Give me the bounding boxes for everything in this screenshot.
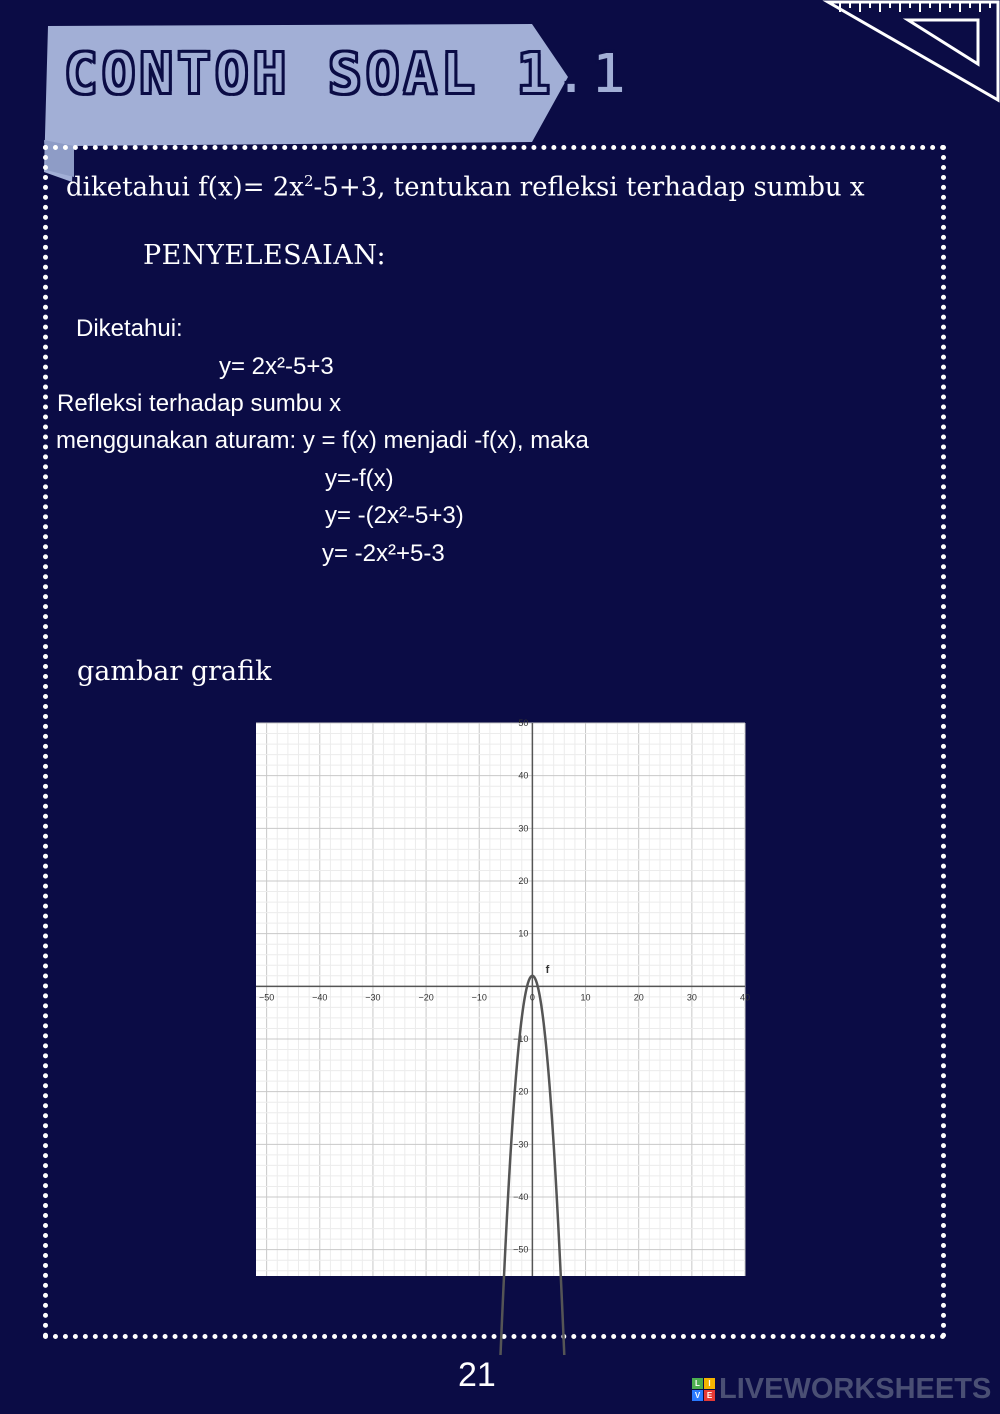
x-tick-label: −20 — [418, 992, 434, 1003]
solution-heading: PENYELESAIAN: — [143, 240, 387, 271]
series-label-f: f — [545, 964, 550, 977]
x-tick-label: −40 — [312, 992, 328, 1003]
watermark-text: LIVEWORKSHEETS — [719, 1373, 992, 1405]
logo-letter: I — [704, 1378, 715, 1389]
x-tick-label: 20 — [633, 992, 644, 1003]
liveworksheets-watermark — [692, 1373, 991, 1406]
x-tick-label: 10 — [580, 992, 591, 1003]
parabola-chart — [256, 718, 751, 1276]
x-tick-label: −30 — [365, 992, 381, 1003]
solution-line: menggunakan aturam: y = f(x) menjadi -f(x), maka — [56, 427, 589, 454]
solution-line: Refleksi terhadap sumbu x — [57, 390, 342, 417]
y-tick-label: −20 — [513, 1086, 529, 1097]
y-tick-label: −10 — [513, 1034, 529, 1044]
y-tick-label: 40 — [518, 770, 529, 781]
x-tick-label: 0 — [529, 992, 535, 1003]
logo-letter: V — [692, 1390, 703, 1401]
question-text — [66, 172, 865, 203]
graph-panel — [256, 718, 751, 1276]
y-tick-label: 50 — [518, 718, 529, 728]
solution-line: y= 2x²-5+3 — [219, 353, 334, 380]
graph-label: gambar grafik — [77, 656, 272, 687]
logo-letter: E — [704, 1390, 715, 1401]
solution-line: y= -(2x²-5+3) — [325, 502, 464, 529]
logo-letter: L — [692, 1378, 703, 1389]
y-tick-label: 10 — [518, 928, 529, 939]
y-tick-label: −40 — [513, 1192, 529, 1202]
y-tick-label: 30 — [518, 823, 529, 834]
x-tick-label: 30 — [686, 992, 697, 1003]
x-tick-label: 40 — [739, 992, 751, 1003]
liveworksheets-logo-icon — [692, 1378, 715, 1401]
question-suffix: -5+3, tentukan refleksi terhadap sumbu x — [313, 172, 865, 203]
y-tick-label: −30 — [513, 1139, 529, 1150]
page-number: 21 — [458, 1356, 496, 1394]
y-tick-label: 20 — [518, 876, 529, 886]
question-prefix: diketahui f(x)= 2x — [66, 172, 304, 203]
set-square-icon — [820, 0, 1000, 104]
solution-line: Diketahui: — [76, 315, 183, 342]
solution-line: y=-f(x) — [325, 465, 394, 492]
title-banner — [44, 22, 630, 146]
y-tick-label: −50 — [513, 1244, 529, 1255]
solution-line: y= -2x²+5-3 — [322, 540, 445, 567]
page-title: CONTOH SOAL 1.1 — [64, 42, 630, 107]
x-tick-label: −50 — [258, 992, 275, 1003]
question-exponent: 2 — [303, 172, 314, 190]
x-tick-label: −10 — [471, 992, 487, 1003]
